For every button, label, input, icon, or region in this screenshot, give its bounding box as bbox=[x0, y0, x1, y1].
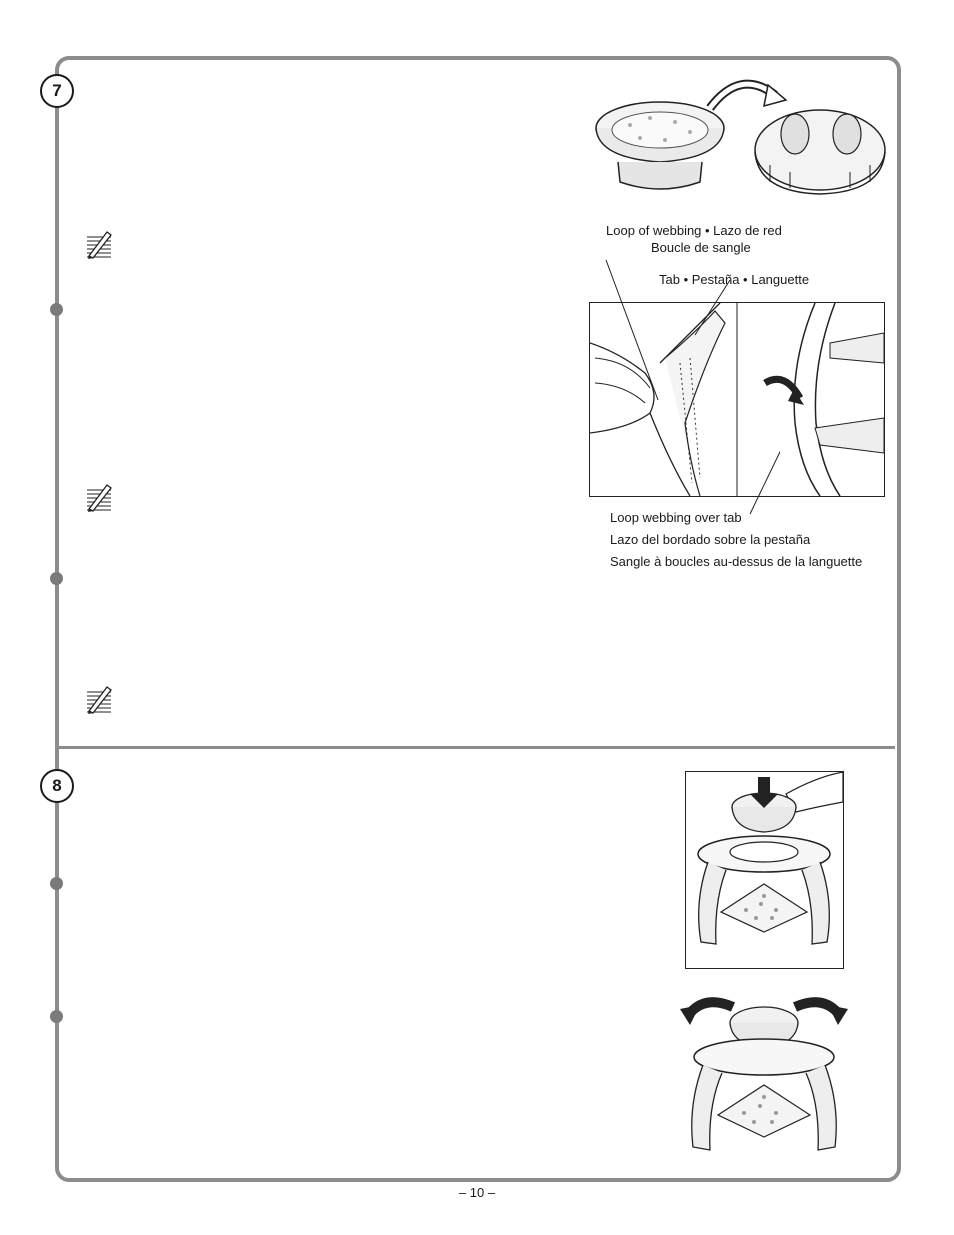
callout-leader-lines bbox=[600, 260, 780, 520]
seat-rotate-illustration bbox=[678, 985, 850, 1167]
pencil-note-icon bbox=[85, 229, 113, 259]
bullet-dot bbox=[50, 1010, 63, 1023]
caption-loop-over-tab-fr: Sangle à boucles au-dessus de la languette bbox=[610, 554, 863, 569]
bullet-dot bbox=[50, 877, 63, 890]
seat-insert-illustration bbox=[686, 772, 843, 968]
callout-loop-of-webbing: Loop of webbing • Lazo de red bbox=[606, 223, 782, 238]
caption-loop-over-tab-es: Lazo del bordado sobre la pestaña bbox=[610, 532, 811, 547]
bullet-dot bbox=[50, 572, 63, 585]
pencil-note-icon bbox=[85, 482, 113, 512]
callout-loop-of-webbing-fr: Boucle de sangle bbox=[651, 240, 751, 255]
callout-tab: Tab • Pestaña • Languette bbox=[659, 272, 810, 287]
seat-pad-flip-illustration bbox=[590, 70, 890, 210]
step-number-7: 7 bbox=[40, 74, 74, 108]
seat-insert-panel bbox=[685, 771, 844, 969]
section-divider bbox=[57, 746, 895, 749]
page-number: – 10 – bbox=[458, 1185, 496, 1200]
bullet-dot bbox=[50, 303, 63, 316]
step-number-8: 8 bbox=[40, 769, 74, 803]
caption-loop-over-tab: Loop webbing over tab bbox=[610, 510, 742, 525]
pencil-note-icon bbox=[85, 684, 113, 714]
